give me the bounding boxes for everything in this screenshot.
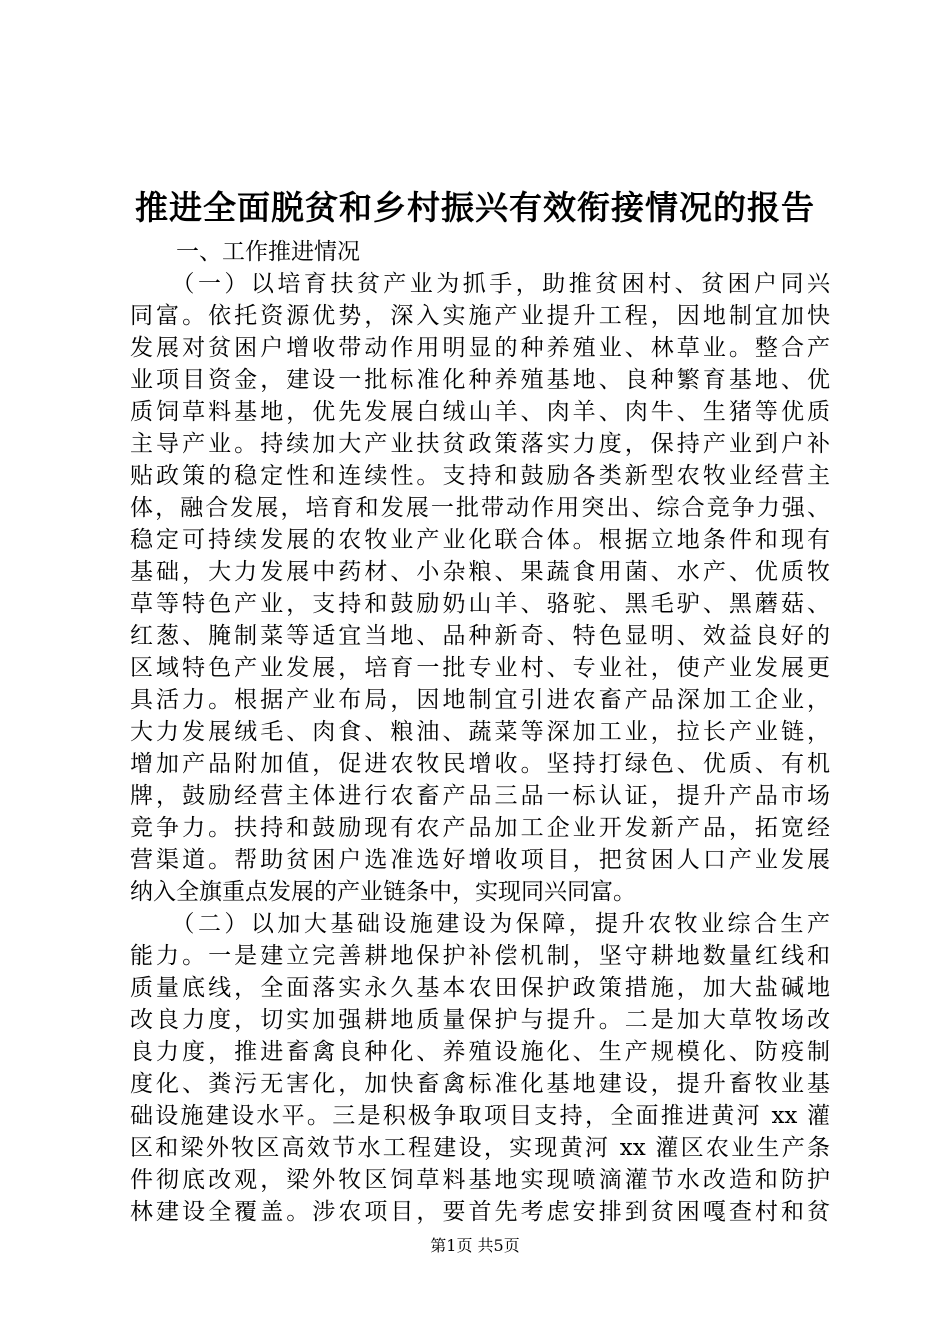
paragraph-line: 良力度，推进畜禽良种化、养殖设施化、生产规模化、防疫制 bbox=[130, 1039, 830, 1065]
paragraph-line: （二）以加大基础设施建设为保障，提升农牧业综合生产 bbox=[130, 911, 830, 937]
document-body bbox=[130, 236, 830, 1228]
paragraph-line: 大力发展绒毛、肉食、粮油、蔬菜等深加工业，拉长产业链， bbox=[130, 719, 830, 745]
document-title: 推进全面脱贫和乡村振兴有效衔接情况的报告 bbox=[135, 188, 815, 227]
paragraph-line: 度化、粪污无害化，加快畜禽标准化基地建设，提升畜牧业基 bbox=[130, 1071, 830, 1097]
paragraph-line: 林建设全覆盖。涉农项目，要首先考虑安排到贫困嘎查村和贫 bbox=[130, 1199, 830, 1225]
paragraph-line: 牌，鼓励经营主体进行农畜产品三品一标认证，提升产品市场 bbox=[130, 783, 830, 809]
paragraph-line: 增加产品附加值，促进农牧民增收。坚持打绿色、优质、有机 bbox=[130, 751, 830, 777]
paragraph-line: 同富。依托资源优势，深入实施产业提升工程，因地制宜加快 bbox=[130, 303, 830, 329]
paragraph-line: 能力。一是建立完善耕地保护补偿机制，坚守耕地数量红线和 bbox=[130, 943, 830, 969]
paragraph-line: 区和梁外牧区高效节水工程建设，实现黄河 xx 灌区农业生产条 bbox=[130, 1135, 830, 1161]
paragraph-line: 贴政策的稳定性和连续性。支持和鼓励各类新型农牧业经营主 bbox=[130, 463, 830, 489]
paragraph-line: 件彻底改观，梁外牧区饲草料基地实现喷滴灌节水改造和防护 bbox=[130, 1167, 830, 1193]
paragraph-line: 基础，大力发展中药材、小杂粮、果蔬食用菌、水产、优质牧 bbox=[130, 559, 830, 585]
paragraph-line: 质量底线，全面落实永久基本农田保护政策措施，加大盐碱地 bbox=[130, 975, 830, 1001]
paragraph-line: 主导产业。持续加大产业扶贫政策落实力度，保持产业到户补 bbox=[130, 431, 830, 457]
paragraph-line: 纳入全旗重点发展的产业链条中，实现同兴同富。 bbox=[130, 879, 636, 905]
paragraph-line: 区域特色产业发展，培育一批专业村、专业社，使产业发展更 bbox=[130, 655, 830, 681]
paragraph-line: 发展对贫困户增收带动作用明显的种养殖业、林草业。整合产 bbox=[130, 335, 830, 361]
paragraph-line: 稳定可持续发展的农牧业产业化联合体。根据立地条件和现有 bbox=[130, 527, 830, 553]
paragraph-line: 业项目资金，建设一批标准化种养殖基地、良种繁育基地、优 bbox=[130, 367, 830, 393]
paragraph-line: 营渠道。帮助贫困户选准选好增收项目，把贫困人口产业发展 bbox=[130, 847, 830, 873]
paragraph-line: （一）以培育扶贫产业为抓手，助推贫困村、贫困户同兴 bbox=[130, 271, 830, 297]
paragraph-line: 体，融合发展，培育和发展一批带动作用突出、综合竞争力强、 bbox=[130, 495, 830, 521]
paragraph-line: 草等特色产业，支持和鼓励奶山羊、骆驼、黑毛驴、黑蘑菇、 bbox=[130, 591, 830, 617]
paragraph-line: 竞争力。扶持和鼓励现有农产品加工企业开发新产品，拓宽经 bbox=[130, 815, 830, 841]
section-heading: 一、工作推进情况 bbox=[130, 239, 360, 265]
paragraph-line: 改良力度，切实加强耕地质量保护与提升。二是加大草牧场改 bbox=[130, 1007, 830, 1033]
paragraph-line: 质饲草料基地，优先发展白绒山羊、肉羊、肉牛、生猪等优质 bbox=[130, 399, 830, 425]
paragraph-line: 具活力。根据产业布局，因地制宜引进农畜产品深加工企业， bbox=[130, 687, 830, 713]
paragraph-line: 红葱、腌制菜等适宜当地、品种新奇、特色显明、效益良好的 bbox=[130, 623, 830, 649]
page-footer: 第1页 共5页 bbox=[430, 1236, 520, 1255]
paragraph-line: 础设施建设水平。三是积极争取项目支持，全面推进黄河 xx 灌 bbox=[130, 1103, 830, 1129]
